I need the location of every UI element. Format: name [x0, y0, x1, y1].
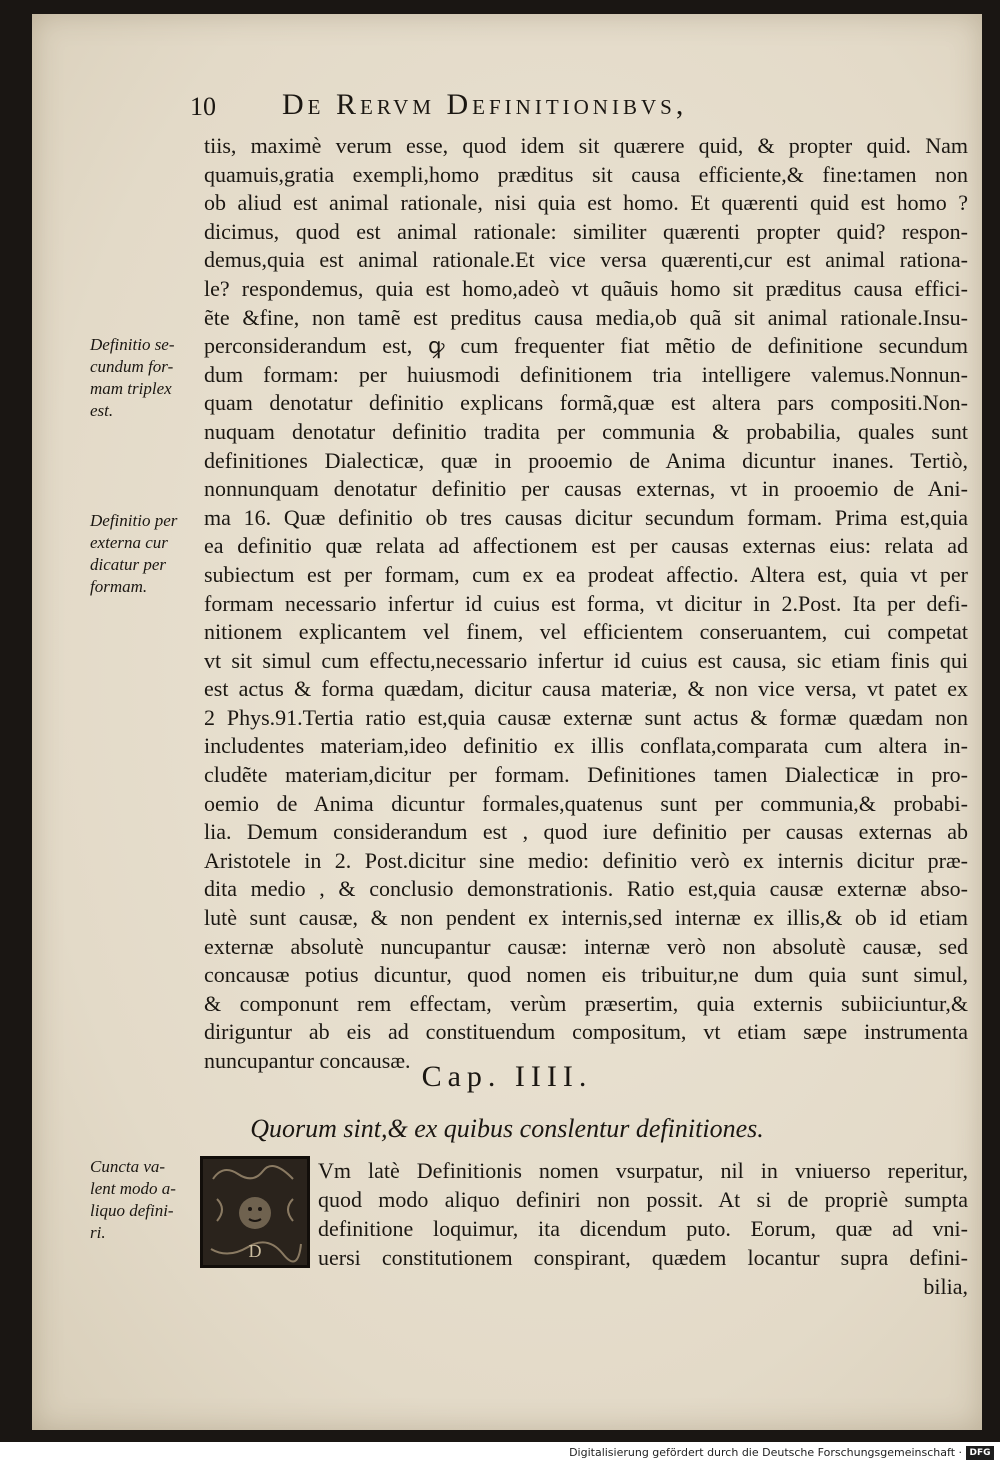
body-line: quam denotatur definitio explicans formã,quæ est altera pars compositi.Non-	[204, 390, 968, 416]
margin-note-line: dicatur per	[90, 555, 167, 574]
ornamental-initial	[200, 1156, 310, 1268]
margin-note-line: cundum for-	[90, 357, 174, 376]
body-line: dicimus, quod est animal rationale: similiter quærenti propter quid? respon-	[204, 218, 968, 244]
margin-note-line: Definitio se-	[90, 335, 175, 354]
body-line: diriguntur ab eis ad constituendum compositum, vt etiam sæpe instrumenta	[204, 1019, 968, 1045]
margin-note-cuncta	[90, 1156, 202, 1244]
chapter-subtitle: Quorum sint,& ex quibus conslentur definitiones.	[250, 1114, 764, 1143]
body-line: definitiones Dialecticæ, quæ in prooemio de Anima dicuntur inanes. Tertiò,	[204, 447, 968, 473]
body-line: externæ absolutè nuncupantur causæ: internæ verò non absolutè causæ, sed	[204, 933, 968, 959]
body-line: formam necessario infertur id cuius est forma, vt dicitur in 2.Post. Ita per defi-	[204, 590, 968, 616]
body-line: perconsiderandum est, ꝙ cum frequenter fiat mẽtio de definitione secundum	[204, 333, 968, 359]
body-text	[204, 132, 968, 1076]
body-line: lutè sunt causæ, & non pendent ex internis,sed internæ ex illis,& ob id etiam	[204, 905, 968, 931]
body-line: cludẽte materiam,dicitur per formam. Definitiones tamen Dialecticæ in pro-	[204, 762, 968, 788]
running-head-title: De Rervm Definitionibvs,	[282, 88, 688, 121]
margin-note-definitio-triplex	[90, 334, 202, 422]
ornament-icon	[203, 1159, 307, 1265]
margin-note-line: lent modo a-	[90, 1179, 176, 1198]
body-line: nuquam denotatur definitio tradita per communia & probabilia, quales sunt	[204, 418, 968, 444]
drop-cap-letter: D	[248, 1241, 262, 1261]
body-line: nitionem explicantem vel finem, vel efficientem conseruantem, cui competat	[204, 619, 968, 645]
body-line: ob aliud est animal rationale, nisi quia est homo. Et quærenti quid est homo ?	[204, 190, 968, 216]
dfg-logo: DFG	[966, 1446, 994, 1460]
page-number: 10	[190, 92, 216, 121]
chapter-title: Cap. IIII.	[421, 1060, 593, 1093]
body-line: dita medio , & conclusio demonstrationis. Ratio est,quia causæ externæ abso-	[204, 876, 968, 902]
body-line-last: nuncupantur concausæ.	[204, 1048, 411, 1073]
chapter-last-fragment: bilia,	[923, 1274, 968, 1299]
body-line: est actus & forma quædam, dicitur causa materiæ, & non vice versa, vt patet ex	[204, 676, 968, 702]
funding-notice: Digitalisierung gefördert durch die Deutsche Forschungsgemeinschaft ·	[569, 1446, 962, 1459]
body-line: nonnunquam denotatur definitio per causas externas, vt in prooemio de Ani-	[204, 476, 968, 502]
body-line: & componunt rem effectam, verùm præsertim, quia externis subiiciuntur,&	[204, 990, 968, 1016]
body-line: tiis, maximè verum esse, quod idem sit quærere quid, & propter quid. Nam	[204, 133, 968, 158]
margin-note-definitio-externa	[90, 510, 202, 598]
body-line: dum formam: per huiusmodi definitionem tria intelligere valemus.Nonnun-	[204, 361, 968, 387]
margin-note-line: Cuncta va-	[90, 1157, 166, 1176]
margin-note-line: externa cur	[90, 533, 168, 552]
body-line: 2 Phys.91.Tertia ratio est,quia causæ externæ sunt actus & formæ quædam non	[204, 704, 968, 730]
margin-note-line: Definitio per	[90, 511, 178, 530]
body-line: concausæ potius dicuntur, quod nomen eis tribuitur,ne dum quia sunt simul,	[204, 962, 968, 988]
footer-bar	[0, 1442, 1000, 1468]
chapter-text	[318, 1156, 968, 1272]
chapter-line: uersi constitutionem conspirant, quædem locantur supra defini-	[318, 1245, 968, 1270]
body-line: ma 16. Quæ definitio ob tres causas dicitur secundum formam. Prima est,quia	[204, 504, 968, 530]
body-line: oemio de Anima dicuntur formales,quatenus sunt per communia,& probabi-	[204, 790, 968, 816]
body-line: ea definitio quæ relata ad affectionem est per causas externas eius: relata ad	[204, 533, 968, 559]
body-line: le? respondemus, quia est homo,adeò vt quãuis homo sit præditus causa effici-	[204, 275, 968, 301]
chapter-line: quod modo aliquo definiri non possit. At si de propriè sumpta	[318, 1187, 968, 1212]
margin-note-line: mam triplex	[90, 379, 172, 398]
margin-note-line: ri.	[90, 1223, 106, 1242]
margin-note-line: formam.	[90, 577, 148, 596]
body-line: subiectum est per formam, cum ex ea prodeat affectio. Altera est, quia vt per	[204, 561, 968, 587]
running-head	[32, 88, 982, 128]
chapter-line: definitione loquimur, ita dicendum puto. Eorum, quæ ad vni-	[318, 1216, 968, 1241]
body-line: ẽte &fine, non tamẽ est preditus causa media,ob quã sit animal rationale.Insu-	[204, 304, 968, 330]
margin-note-line: liquo defini-	[90, 1201, 174, 1220]
book-page	[32, 14, 982, 1430]
body-line: quamuis,gratia exempli,homo præditus sit causa efficiente,& fine:tamen non	[204, 161, 968, 187]
chapter-line: Vm latè Definitionis nomen vsurpatur, nil in vniuerso reperitur,	[318, 1158, 968, 1183]
body-line: Aristotele in 2. Post.dicitur sine medio: definitio verò ex internis dicitur præ-	[204, 847, 968, 873]
body-line: includentes materiam,ideo definitio ex illis conflata,comparata cum altera in-	[204, 733, 968, 759]
margin-note-line: est.	[90, 401, 114, 420]
body-line: demus,quia est animal rationale.Et vice versa quærenti,cur est animal rationa-	[204, 247, 968, 273]
body-line: lia. Demum considerandum est , quod iure definitio per causas externas ab	[204, 819, 968, 845]
body-line: vt sit simul cum effectu,necessario infertur id cuius est causa, sic etiam finis qui	[204, 647, 968, 673]
